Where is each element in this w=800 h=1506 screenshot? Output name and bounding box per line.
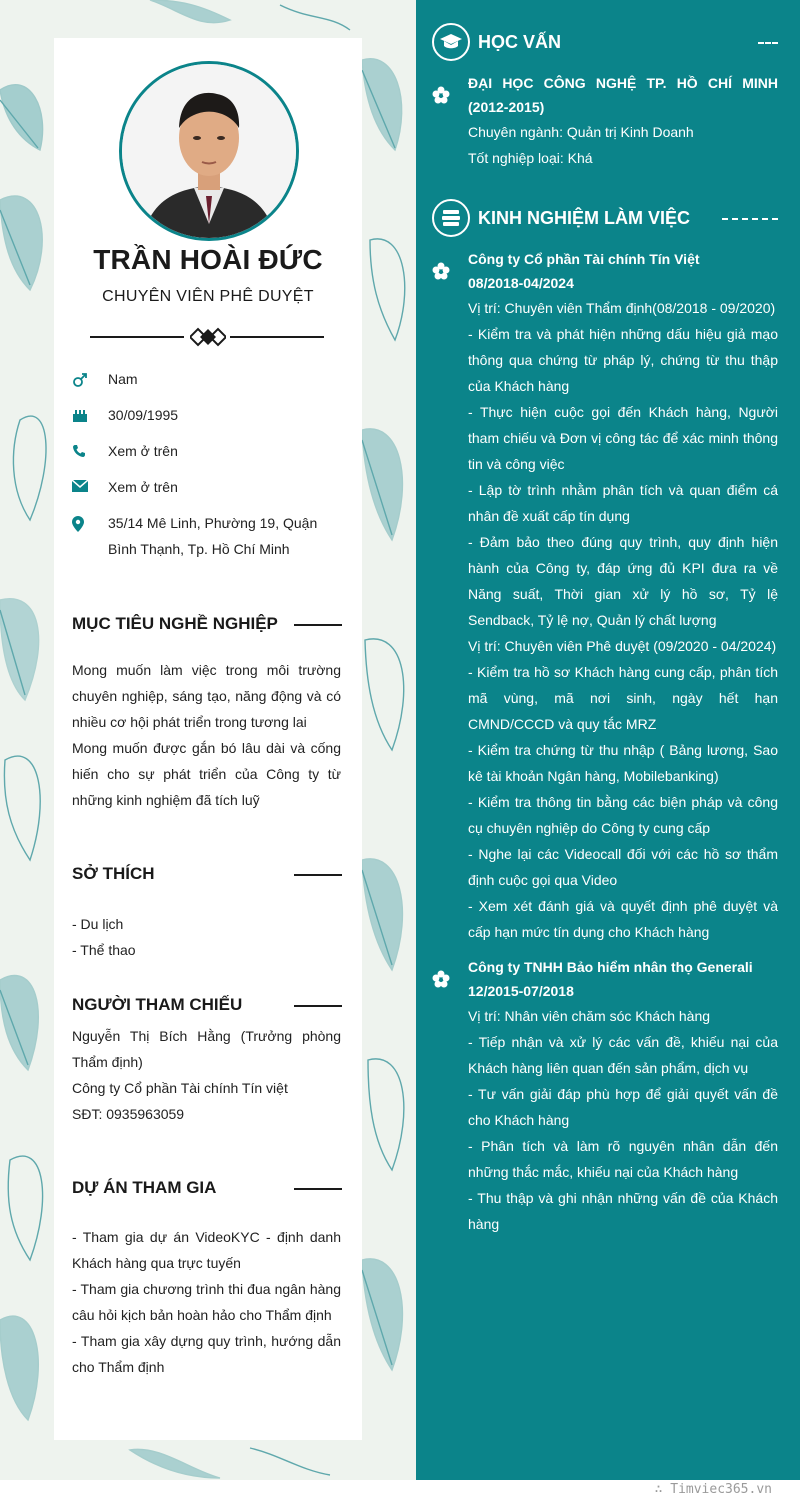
job-period: 12/2015-07/2018 [468,983,574,999]
education-block [468,71,778,171]
job-line: - Lập tờ trình nhằm phân tích và quan điểm cá nhân đề xuất cấp tín dụng [468,482,778,524]
reference-heading [72,995,342,1015]
reference-line: Công ty Cổ phần Tài chính Tín việt [72,1080,288,1096]
location-pin-icon [72,510,108,562]
contact-email [72,474,344,500]
candidate-name: TRẦN HOÀI ĐỨC [93,244,323,275]
education-heading-text: HỌC VẤN [478,31,562,52]
project-line: - Tham gia chương trình thi đua ngân hàng câu hỏi kịch bản hoàn hảo cho Thẩm định [72,1281,341,1323]
contact-gender [72,366,344,392]
candidate-job-title: CHUYÊN VIÊN PHÊ DUYỆT [102,288,314,305]
heading-dash [758,42,778,44]
flower-bullet-icon [432,262,450,285]
flower-bullet-icon [432,86,450,109]
phone-icon [72,438,108,464]
email-value: Xem ở trên [108,479,178,495]
job-company: Công ty Cổ phần Tài chính Tín Việt [468,251,700,267]
heading-dash [722,218,778,220]
gender-icon [72,366,108,392]
job-company: Công ty TNHH Bảo hiểm nhân thọ Generali [468,959,753,975]
job-period: 08/2018-04/2024 [468,275,574,291]
job-line: Vị trí: Nhân viên chăm sóc Khách hàng [468,1008,711,1024]
job-line: - Kiểm tra chứng từ thu nhập ( Bảng lương, Sao kê tài khoản Ngân hàng, Mobilebanking) [468,742,778,784]
reference-line: SĐT: 0935963059 [72,1106,185,1122]
project-line: - Tham gia dự án VideoKYC - định danh Khách hàng qua trực tuyến [72,1229,341,1271]
birthday-cake-icon [72,402,108,428]
envelope-icon [72,474,108,500]
hobbies-heading [72,864,342,884]
heading-rule [294,1005,342,1007]
contact-phone [72,438,344,464]
hobby-item: - Du lịch [72,916,124,932]
education-line: Tốt nghiệp loại: Khá [468,150,593,166]
experience-heading-text: KINH NGHIỆM LÀM VIỆC [478,207,691,228]
portrait-photo [122,64,296,238]
job-line: - Kiểm tra và phát hiện những dấu hiệu giả mạo thông qua chứng từ pháp lý, chứng từ thu thập của Khách hàng [468,326,778,394]
education-line: Chuyên ngành: Quản trị Kinh Doanh [468,124,694,140]
objective-line: Mong muốn được gắn bó lâu dài và cống hiến cho sự phát triển của Công ty từ những kinh nghiệm đã tích luỹ [72,740,341,808]
flower-bullet-icon [432,970,450,993]
phone-value: Xem ở trên [108,443,178,459]
objective-body [72,657,341,813]
heading-rule [294,1188,342,1190]
job-line: - Kiểm tra thông tin bằng các biện pháp và công cụ chuyên nghiệp do Công ty cung cấp [468,794,778,836]
gender-value: Nam [108,371,138,387]
education-school: ĐẠI HỌC CÔNG NGHỆ TP. HỒ CHÍ MINH (2012-2015) [468,75,778,115]
job-line: - Phân tích và làm rõ nguyên nhân dẫn đến những thắc mắc, khiếu nại của Khách hàng [468,1138,778,1180]
divider-line-left [90,336,184,338]
contact-address [72,510,344,562]
education-heading [432,23,780,61]
birthday-value: 30/09/1995 [108,407,179,423]
hobbies-heading-text: SỞ THÍCH [72,864,155,883]
briefcase-stack-icon [432,199,470,237]
job-line: - Xem xét đánh giá và quyết định phê duyệt và cấp hạn mức tín dụng cho Khách hàng [468,898,778,940]
projects-heading [72,1178,342,1198]
job-line: - Thu thập và ghi nhận những vấn đề của Khách hàng [468,1190,778,1232]
job-line: - Thực hiện cuộc gọi đến Khách hàng, Người tham chiếu và Đơn vị công tác để xác minh thông tin và công việc [468,404,778,472]
heading-rule [294,874,342,876]
objective-heading-text: MỤC TIÊU NGHỀ NGHIỆP [72,614,278,633]
objective-line: Mong muốn làm việc trong môi trường chuyên nghiệp, sáng tạo, năng động và có nhiều cơ hội phát triển trong tương lai [72,662,341,730]
job-block-2 [468,955,778,1237]
address-value: 35/14 Mê Linh, Phường 19, Quận Bình Thạnh, Tp. Hồ Chí Minh [108,515,318,557]
job-line: - Đảm bảo theo đúng quy trình, quy định hiện hành của Công ty, đáp ứng đủ KPI đưa ra về Năng suất, Thời gian xử lý hồ sơ, Tỷ lệ Sendback, Tỷ lệ nợ, Quản lý chất lượng [468,534,778,628]
objective-heading [72,614,342,634]
job-line: Vị trí: Chuyên viên Thẩm định(08/2018 - 09/2020) [468,300,776,316]
watermark-footer: ∴ Timviec365.vn [654,1482,772,1497]
reference-line: Nguyễn Thị Bích Hằng (Trưởng phòng Thẩm định) [72,1028,341,1070]
experience-heading [432,199,780,237]
avatar [119,61,299,241]
job-line: Vị trí: Chuyên viên Phê duyệt (09/2020 - 04/2024) [468,638,777,654]
heading-rule [294,624,342,626]
hobby-item: - Thể thao [72,942,136,958]
reference-body [72,1023,341,1127]
hobbies-body [72,911,341,963]
job-line: - Tiếp nhận và xử lý các vấn đề, khiếu nại của Khách hàng liên quan đến sản phẩm, dịch vụ [468,1034,778,1076]
job-block-1 [468,247,778,945]
reference-heading-text: NGƯỜI THAM CHIẾU [72,995,243,1014]
projects-body [72,1224,341,1380]
graduation-cap-icon [432,23,470,61]
job-line: - Nghe lại các Videocall đối với các hồ sơ thẩm định cuộc gọi qua Video [468,846,778,888]
project-line: - Tham gia xây dựng quy trình, hướng dẫn cho Thẩm định [72,1333,341,1375]
job-line: - Kiểm tra hồ sơ Khách hàng cung cấp, phân tích mã vùng, mã nơi sinh, ngày hết hạn CMND/CCCD và quy tắc MRZ [468,664,778,732]
job-line: - Tư vấn giải đáp phù hợp để giải quyết vấn đề cho Khách hàng [468,1086,778,1128]
divider-line-right [230,336,324,338]
diamond-ornament-icon [190,327,226,352]
contact-birthday [72,402,344,428]
projects-heading-text: DỰ ÁN THAM GIA [72,1178,217,1197]
